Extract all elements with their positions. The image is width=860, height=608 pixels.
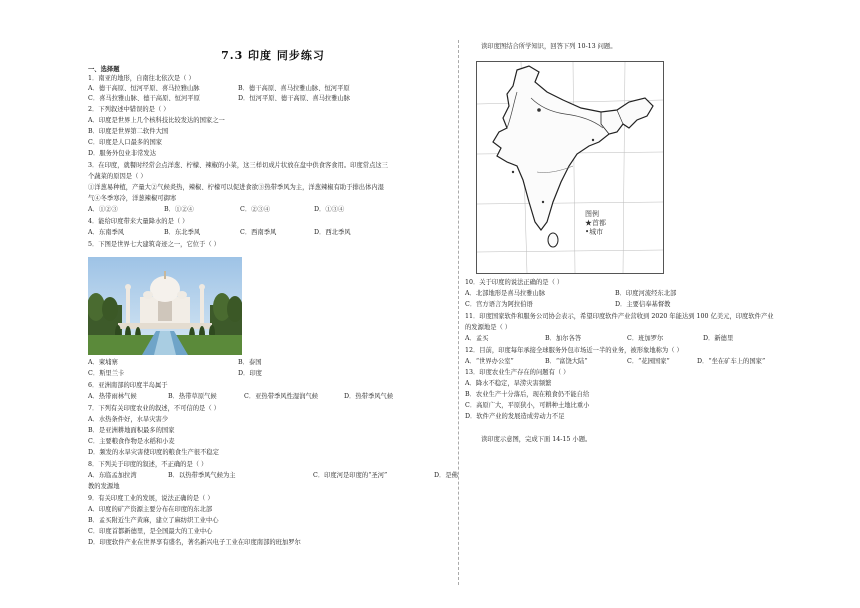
q7-option-d: D．频发的水旱灾害使印度的粮食生产很不稳定 [88, 449, 219, 456]
question-2: 2．下列叙述中错误的是（ ） [88, 106, 170, 113]
q5-option-b: B．泰国 [238, 359, 262, 366]
q8-option-c: C．印度河是印度的“圣河” [313, 472, 388, 479]
q7-option-c: C．主要粮食作物是水稻和小麦 [88, 438, 175, 445]
q2-option-a: A．印度是世界上几个核科技比较发达的国家之一 [88, 117, 225, 124]
question-11-line-1: 11．印度国家软件和服务公司协会表示，希望印度软件产业营收到 2020 年能达到 100 亿美元，印度软件产业 [465, 313, 774, 320]
question-1: 1．南亚的地形，自南往北依次是（ ） [88, 75, 195, 82]
q7-option-a: A．水热条件好，水旱灾害少 [88, 416, 169, 423]
q1-option-b: B．德干高原、喜马拉雅山脉、恒河平原 [238, 85, 350, 92]
question-3-line-1: 3．在印度，就餐时经常会点洋葱、柠檬、辣椒的小菜，这三样切成片状放在盘中供食客食用。印度常点这三 [88, 162, 388, 169]
question-4: 4．能给印度带来大量降水的是（ ） [88, 218, 189, 225]
q11-option-b: B．加尔各答 [545, 335, 582, 342]
q13-option-a: A．降水不稳定，旱涝灾害频繁 [465, 380, 552, 387]
q6-option-d: D．热带季风气候 [344, 393, 394, 400]
page-title: 7.3 印度 同步练习 [221, 49, 325, 62]
q10-option-a: A．北部地形是喜马拉雅山脉 [465, 290, 546, 297]
question-7: 7．下列有关印度农业的叙述，不可信的是（ ） [88, 405, 220, 412]
q9-option-a: A．印度的矿产资源主要分布在印度的东北部 [88, 506, 213, 513]
legend-title: 图例 [585, 210, 599, 218]
section-heading: 一、选择题 [88, 66, 120, 73]
q13-option-c: C．高原广大，平原狭小，可耕种土地比重小 [465, 402, 590, 409]
q9-option-d: D．印度软件产业在世界享有盛名，著名新兴电子工业在印度南部的班加罗尔 [88, 539, 301, 546]
q13-option-b: B．农业生产十分落后，现在粮食仍不能自给 [465, 391, 590, 398]
q4-option-d: D．西北季风 [314, 229, 351, 236]
map-legend [585, 210, 606, 237]
q11-option-c: C．班加罗尔 [627, 335, 664, 342]
legend-capital-row [585, 219, 606, 228]
q5-option-d: D．印度 [238, 370, 262, 377]
capital-star-icon: ★ [585, 219, 592, 227]
q3-option-d: D．①③④ [314, 206, 345, 213]
question-10: 10．关于印度的说法正确的是（ ） [465, 279, 564, 286]
q8-option-d: D．是佛 [434, 472, 458, 479]
q8-option-a: A．东临孟加拉湾 [88, 472, 137, 479]
q4-option-b: B．东北季风 [164, 229, 201, 236]
map-intro: 读印度图结合所学知识，回答下列 10-13 问题。 [481, 43, 617, 50]
question-11-line-2: 的发源地是（ ） [465, 324, 512, 331]
question-8: 8．下列关于印度的叙述，不正确的是（ ） [88, 461, 208, 468]
q11-option-d: D．新德里 [703, 335, 734, 342]
q1-option-c: C．喜马拉雅山脉、德干高原、恒河平原 [88, 95, 200, 102]
q2-option-b: B．印度是世界第二软件大国 [88, 128, 169, 135]
q1-option-a: A．德干高原、恒河平原、喜马拉雅山脉 [88, 85, 200, 92]
city-dot-icon: • [585, 228, 590, 236]
question-13: 13．印度农业生产存在的问题有（ ） [465, 369, 570, 376]
question-5: 5．下图是世界七大建筑奇迹之一，它位于（ ） [88, 241, 220, 248]
q4-option-c: C．西南季风 [240, 229, 277, 236]
q5-option-c: C．斯里兰卡 [88, 370, 125, 377]
q8-option-b: B．以热带季风气候为主 [168, 472, 236, 479]
q6-option-b: B．热带草原气候 [168, 393, 217, 400]
q12-option-a: A．“世界办公室” [465, 358, 514, 365]
q8-option-d-cont: 教的发源地 [88, 483, 120, 490]
q1-option-d: D．恒河平原、德干高原、喜马拉雅山脉 [238, 95, 351, 102]
question-6: 6．亚洲南部的印度半岛属于 [88, 382, 168, 389]
q2-option-d: D．服务外包业非常发达 [88, 150, 157, 157]
q5-option-a: A．柬埔寨 [88, 359, 118, 366]
taj-mahal-photo [88, 257, 242, 355]
india-map [476, 61, 664, 274]
q10-option-d: D．主要信奉基督教 [615, 301, 671, 308]
q9-option-b: B．孟买附近生产黄麻，建立了麻纺织工业中心 [88, 517, 219, 524]
legend-city-row [585, 228, 606, 237]
question-9: 9．有关印度工业的发展，说法正确的是（ ） [88, 495, 214, 502]
legend-city-label: 城市 [589, 228, 604, 236]
q6-option-c: C．亚热带季风性湿润气候 [244, 393, 319, 400]
q13-option-d: D．软件产业的发展造成劳动力不足 [465, 413, 565, 420]
q6-option-a: A．热带雨林气候 [88, 393, 137, 400]
q12-option-b: B．“富饶大陆” [545, 358, 588, 365]
q10-option-c: C．官方语言为阿拉伯语 [465, 301, 533, 308]
q3-option-c: C．②③④ [240, 206, 271, 213]
question-3-line-4: 气④冬季寒冷，洋葱辣椒可御寒 [88, 195, 177, 202]
q12-option-d: D．“坐在矿车上的国家” [697, 358, 766, 365]
column-divider [458, 40, 459, 585]
map-intro-2: 读印度示意图，完成下面 14-15 小题。 [481, 436, 592, 443]
question-3-line-3: ①洋葱易种植，产量大②气候炎热，辣椒、柠檬可以促进食欲③热带季风为主，洋葱辣椒有助于排出体内湿 [88, 184, 384, 191]
q9-option-c: C．印度首都新德里，是全国最大的工业中心 [88, 528, 213, 535]
q2-option-c: C．印度是人口最多的国家 [88, 139, 163, 146]
legend-capital-label: 首都 [592, 219, 606, 227]
question-3-line-2: 个蔬菜的原因是（ ） [88, 173, 147, 180]
q12-option-c: C．“花园国家” [627, 358, 670, 365]
q3-option-a: A．①②③ [88, 206, 118, 213]
q4-option-a: A．东南季风 [88, 229, 125, 236]
q10-option-b: B．印度河流经东北部 [615, 290, 677, 297]
q3-option-b: B．①②④ [164, 206, 194, 213]
question-12: 12．目前，印度每年承接全球服务外包市场近一半的业务，被形象地称为（ ） [465, 347, 683, 354]
q11-option-a: A．孟买 [465, 335, 489, 342]
q7-option-b: B．是亚洲耕地面积最多的国家 [88, 427, 175, 434]
